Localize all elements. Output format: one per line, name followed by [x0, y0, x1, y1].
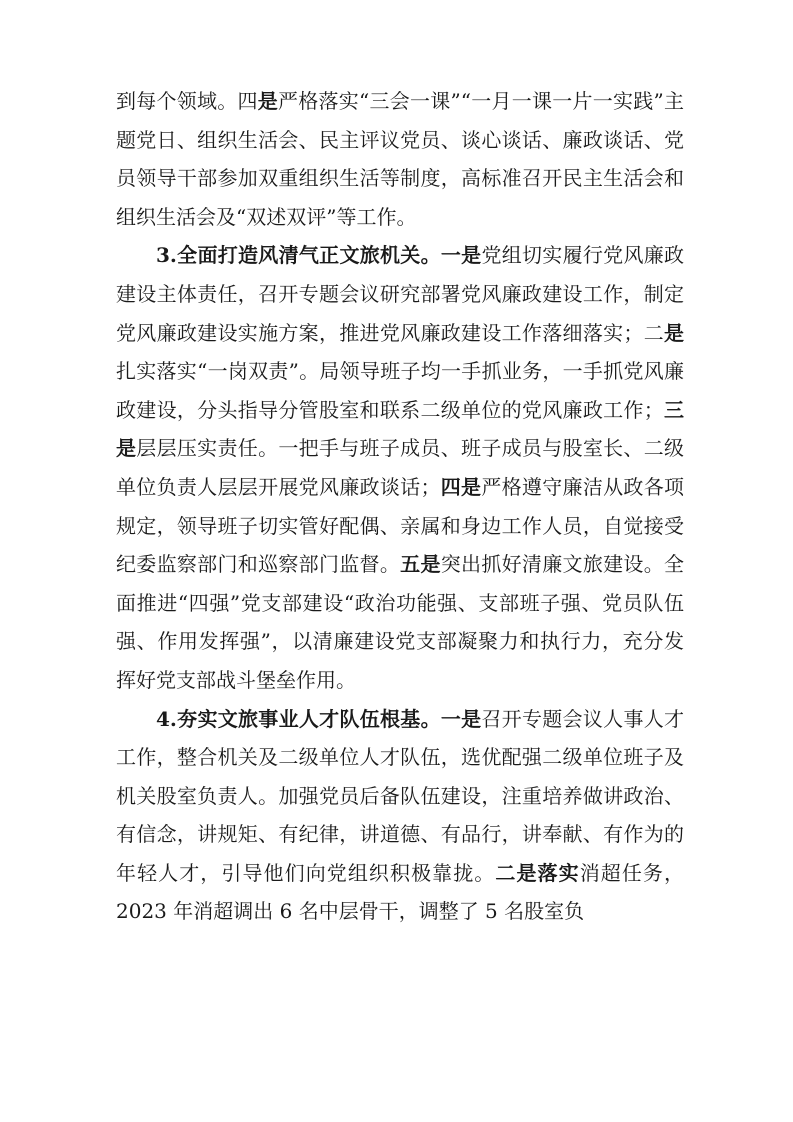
- text-run: 消超任务，2023 年消超调出 6 名中层骨干，调整了 5 名股室负: [116, 860, 685, 924]
- text-run-bold: 是: [664, 320, 684, 345]
- paragraph-1: [116, 82, 684, 236]
- text-run: 到每个领域。四: [116, 89, 258, 113]
- text-run-bold: 五是: [400, 552, 441, 577]
- text-run: 召开专题会议人事人才工作，整合机关及二级单位人才队伍，选优配强二级单位班子及机关股室负责人。加强党员后备队伍建设，注重培养做讲政治、有信念，讲规矩、有纪律，讲道德、有品行，讲奉献、有作为的年轻人才，引导他们向党组织积极靠拢。: [116, 706, 685, 885]
- text-run: 扎实落实“一岗双责”。局领导班子均一手抓业务，一手抓党风廉政建设，分头指导分管股室和联系二级单位的党风廉政工作；: [116, 359, 684, 422]
- section-heading: 4.夯实文旅事业人才队伍根基。: [156, 706, 441, 731]
- text-run: 突出抓好清廉文旅建设。全面推进“四强”党支部建设“政治功能强、支部班子强、党员队伍强、作用发挥强”，以清廉建设党支部凝聚力和执行力，充分发挥好党支部战斗堡垒作用。: [116, 552, 685, 692]
- text-run-bold: 三是: [116, 397, 685, 461]
- document-body: [116, 82, 684, 931]
- paragraph-3: [116, 700, 684, 932]
- text-run-bold: 二是落实: [495, 860, 580, 885]
- text-run: 严格落实“三会一课”“一月一课一片一实践”主题党日、组织生活会、民主评议党员、谈心谈话、廉政谈话、党员领导干部参加双重组织生活等制度，高标准召开民主生活会和组织生活会及“双述双评”等工作。: [116, 89, 685, 229]
- section-heading: 3.全面打造风清气正文旅机关。: [156, 243, 441, 268]
- text-run-bold: 一是: [440, 243, 482, 268]
- text-run: 党组切实履行党风廉政建设主体责任，召开专题会议研究部署党风廉政建设工作，制定党风廉政建设实施方案，推进党风廉政建设工作落细落实；二: [116, 243, 685, 345]
- text-run-bold: 一是: [440, 706, 482, 731]
- text-run: 严格遵守廉洁从政各项规定，领导班子切实管好配偶、亲属和身边工作人员，自觉接受纪委监察部门和巡察部门监督。: [116, 474, 685, 577]
- paragraph-2: [116, 236, 684, 699]
- text-run-bold: 是: [257, 89, 279, 113]
- text-run-bold: 四是: [440, 474, 482, 499]
- text-run: 层层压实责任。一把手与班子成员、班子成员与股室长、二级单位负责人层层开展党风廉政谈话；: [116, 436, 685, 499]
